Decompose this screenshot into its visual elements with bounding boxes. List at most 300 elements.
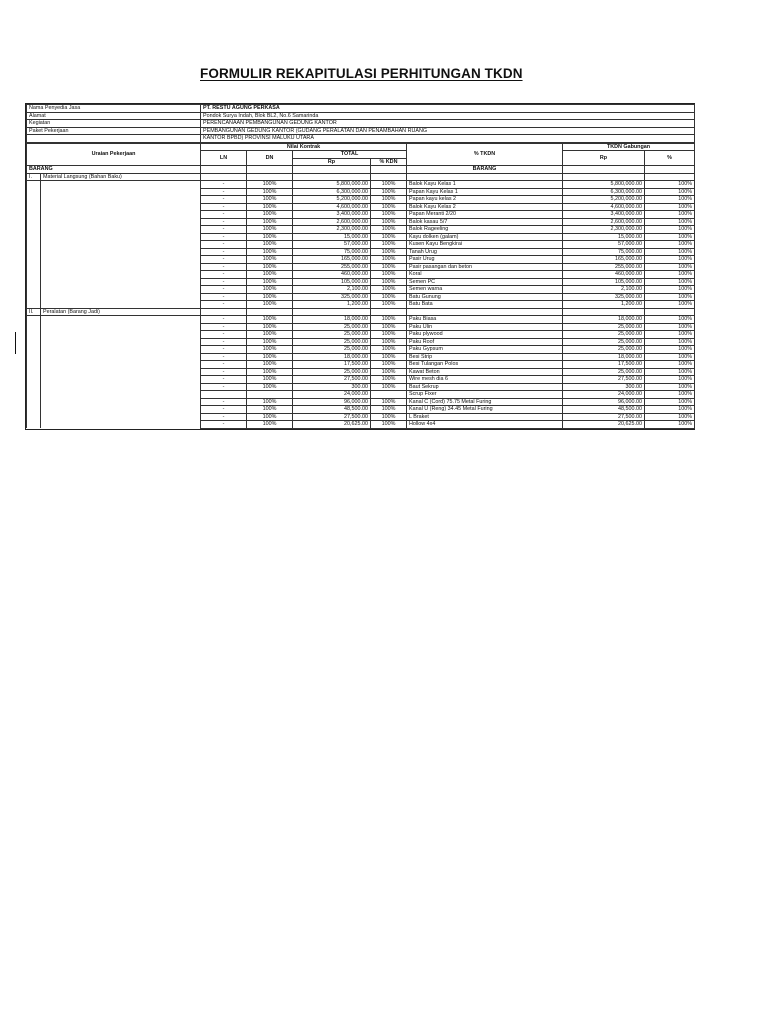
- dn-cell: 100%: [247, 316, 293, 324]
- rp-cell: 25,000.00: [293, 346, 371, 354]
- section-row: [27, 308, 695, 316]
- info-label: Kegiatan: [27, 120, 201, 128]
- ln-cell: -: [201, 233, 247, 241]
- empty-cell: [563, 173, 645, 181]
- header-pct-tkdn: % TKDN: [407, 143, 563, 166]
- dn-cell: 100%: [247, 413, 293, 421]
- tkdn-rp-cell: 57,000.00: [563, 241, 645, 249]
- rp-cell: 25,000.00: [293, 323, 371, 331]
- dn-cell: 100%: [247, 248, 293, 256]
- tkdn-pct-cell: 100%: [645, 391, 695, 399]
- empty-cell: [41, 323, 201, 331]
- kdn-cell: 100%: [371, 271, 407, 279]
- tkdn-pct-cell: 100%: [645, 181, 695, 189]
- item-name-cell: Balok Kayu Kelas 2: [407, 203, 563, 211]
- item-name-cell: Batu Gunung: [407, 293, 563, 301]
- tkdn-pct-cell: 100%: [645, 226, 695, 234]
- table-row: [27, 286, 695, 294]
- ln-cell: -: [201, 361, 247, 369]
- kdn-cell: 100%: [371, 211, 407, 219]
- empty-cell: [41, 353, 201, 361]
- info-table: [26, 104, 695, 143]
- ln-cell: -: [201, 256, 247, 264]
- rp-cell: 25,000.00: [293, 331, 371, 339]
- empty-cell: [41, 286, 201, 294]
- header-pct-kdn: % KDN: [371, 158, 407, 166]
- kdn-cell: 100%: [371, 241, 407, 249]
- empty-cell: [41, 181, 201, 189]
- kdn-cell: 100%: [371, 376, 407, 384]
- dn-cell: 100%: [247, 361, 293, 369]
- tkdn-pct-cell: 100%: [645, 323, 695, 331]
- item-name-cell: Balok kasau 5/7: [407, 218, 563, 226]
- empty-cell: [27, 263, 41, 271]
- item-name-cell: Papan Meranti 2/20: [407, 211, 563, 219]
- info-row: [27, 105, 695, 113]
- empty-cell: [41, 211, 201, 219]
- rp-cell: 1,200.00: [293, 301, 371, 309]
- empty-cell: [27, 196, 41, 204]
- table-row: [27, 398, 695, 406]
- tkdn-pct-cell: 100%: [645, 301, 695, 309]
- item-name-cell: Scrup Fixer: [407, 391, 563, 399]
- tkdn-pct-cell: 100%: [645, 361, 695, 369]
- ln-cell: -: [201, 293, 247, 301]
- empty-cell: [407, 173, 563, 181]
- empty-cell: [41, 301, 201, 309]
- table-row: [27, 413, 695, 421]
- form-title: FORMULIR REKAPITULASI PERHITUNGAN TKDN: [200, 66, 523, 81]
- empty-cell: [27, 323, 41, 331]
- dn-cell: 100%: [247, 188, 293, 196]
- rp-cell: 57,000.00: [293, 241, 371, 249]
- tkdn-rp-cell: 25,000.00: [563, 368, 645, 376]
- dn-cell: 100%: [247, 211, 293, 219]
- tkdn-table: [26, 143, 695, 429]
- table-row: [27, 361, 695, 369]
- recap-sheet: [25, 103, 695, 430]
- rp-cell: 165,000.00: [293, 256, 371, 264]
- table-row: [27, 203, 695, 211]
- kdn-cell: 100%: [371, 263, 407, 271]
- empty-cell: [201, 173, 247, 181]
- tkdn-rp-cell: 255,000.00: [563, 263, 645, 271]
- ln-cell: -: [201, 316, 247, 324]
- tkdn-pct-cell: 100%: [645, 188, 695, 196]
- kdn-cell: 100%: [371, 421, 407, 429]
- tkdn-rp-cell: 15,000.00: [563, 233, 645, 241]
- header-pct: %: [645, 151, 695, 166]
- tkdn-rp-cell: 300.00: [563, 383, 645, 391]
- header-row-1: [27, 143, 695, 151]
- ln-cell: -: [201, 181, 247, 189]
- table-row: [27, 338, 695, 346]
- kdn-cell: 100%: [371, 316, 407, 324]
- empty-cell: [563, 308, 645, 316]
- dn-cell: 100%: [247, 301, 293, 309]
- tkdn-rp-cell: 25,000.00: [563, 323, 645, 331]
- tkdn-rp-cell: 27,500.00: [563, 376, 645, 384]
- table-row: [27, 353, 695, 361]
- empty-cell: [371, 173, 407, 181]
- empty-cell: [41, 241, 201, 249]
- barang-mid-label: BARANG: [407, 166, 563, 174]
- item-name-cell: Tanah Urug: [407, 248, 563, 256]
- tkdn-pct-cell: 100%: [645, 196, 695, 204]
- header-tkdn-gabungan: TKDN Gabungan: [563, 143, 695, 151]
- kdn-cell: 100%: [371, 233, 407, 241]
- empty-cell: [27, 271, 41, 279]
- kdn-cell: 100%: [371, 413, 407, 421]
- table-row: [27, 383, 695, 391]
- kdn-cell: 100%: [371, 346, 407, 354]
- tkdn-rp-cell: 25,000.00: [563, 346, 645, 354]
- tkdn-rp-cell: 25,000.00: [563, 338, 645, 346]
- tkdn-pct-cell: 100%: [645, 211, 695, 219]
- rp-cell: 18,000.00: [293, 353, 371, 361]
- kdn-cell: 100%: [371, 406, 407, 414]
- dn-cell: 100%: [247, 346, 293, 354]
- ln-cell: -: [201, 241, 247, 249]
- empty-cell: [41, 331, 201, 339]
- kdn-cell: 100%: [371, 181, 407, 189]
- ln-cell: -: [201, 278, 247, 286]
- rp-cell: 2,300,000.00: [293, 226, 371, 234]
- rp-cell: 15,000.00: [293, 233, 371, 241]
- empty-cell: [27, 413, 41, 421]
- empty-cell: [27, 391, 41, 399]
- empty-cell: [41, 398, 201, 406]
- empty-cell: [293, 173, 371, 181]
- table-row: [27, 218, 695, 226]
- item-name-cell: Kanal U (Reng) 34.45 Metal Furing: [407, 406, 563, 414]
- tkdn-pct-cell: 100%: [645, 406, 695, 414]
- rp-cell: 27,500.00: [293, 413, 371, 421]
- tkdn-rp-cell: 17,500.00: [563, 361, 645, 369]
- dn-cell: 100%: [247, 263, 293, 271]
- kdn-cell: 100%: [371, 278, 407, 286]
- tkdn-rp-cell: 2,100.00: [563, 286, 645, 294]
- kdn-cell: 100%: [371, 383, 407, 391]
- rp-cell: 20,625.00: [293, 421, 371, 429]
- tkdn-rp-cell: 3,400,000.00: [563, 211, 645, 219]
- rp-cell: 6,300,000.00: [293, 188, 371, 196]
- dn-cell: 100%: [247, 421, 293, 429]
- tkdn-pct-cell: 100%: [645, 346, 695, 354]
- tkdn-pct-cell: 100%: [645, 271, 695, 279]
- ln-cell: -: [201, 271, 247, 279]
- tkdn-rp-cell: 24,000.00: [563, 391, 645, 399]
- dn-cell: 100%: [247, 271, 293, 279]
- table-row: [27, 256, 695, 264]
- empty-cell: [41, 278, 201, 286]
- kdn-cell: 100%: [371, 338, 407, 346]
- header-total: TOTAL: [293, 151, 407, 159]
- tkdn-rp-cell: 20,625.00: [563, 421, 645, 429]
- empty-cell: [27, 421, 41, 429]
- ln-cell: -: [201, 286, 247, 294]
- dn-cell: 100%: [247, 226, 293, 234]
- kdn-cell: 100%: [371, 196, 407, 204]
- empty-cell: [41, 346, 201, 354]
- item-name-cell: Balok Rageeling: [407, 226, 563, 234]
- tkdn-pct-cell: 100%: [645, 331, 695, 339]
- dn-cell: 100%: [247, 203, 293, 211]
- ln-cell: -: [201, 406, 247, 414]
- ln-cell: -: [201, 383, 247, 391]
- table-row: [27, 316, 695, 324]
- rp-cell: 24,000.00: [293, 391, 371, 399]
- tkdn-rp-cell: 25,000.00: [563, 331, 645, 339]
- empty-cell: [27, 181, 41, 189]
- dn-cell: 100%: [247, 241, 293, 249]
- empty-cell: [27, 248, 41, 256]
- empty-cell: [41, 368, 201, 376]
- info-label: Alamat: [27, 112, 201, 120]
- empty-cell: [41, 226, 201, 234]
- empty-cell: [41, 271, 201, 279]
- empty-cell: [27, 331, 41, 339]
- item-name-cell: Paku Ulin: [407, 323, 563, 331]
- dn-cell: 100%: [247, 406, 293, 414]
- tkdn-rp-cell: 105,000.00: [563, 278, 645, 286]
- empty-cell: [247, 308, 293, 316]
- dn-cell: 100%: [247, 368, 293, 376]
- empty-cell: [27, 338, 41, 346]
- tkdn-rp-cell: 18,000.00: [563, 353, 645, 361]
- tkdn-pct-cell: 100%: [645, 218, 695, 226]
- empty-cell: [41, 263, 201, 271]
- kdn-cell: 100%: [371, 286, 407, 294]
- item-name-cell: Koral: [407, 271, 563, 279]
- rp-cell: 460,000.00: [293, 271, 371, 279]
- kdn-cell: 100%: [371, 293, 407, 301]
- empty-cell: [407, 308, 563, 316]
- item-name-cell: Semen PC: [407, 278, 563, 286]
- item-name-cell: Paku plywood: [407, 331, 563, 339]
- tkdn-pct-cell: 100%: [645, 376, 695, 384]
- empty-cell: [201, 308, 247, 316]
- tkdn-pct-cell: 100%: [645, 241, 695, 249]
- empty-cell: [41, 376, 201, 384]
- item-name-cell: Balok Kayu Kelas 1: [407, 181, 563, 189]
- ln-cell: -: [201, 338, 247, 346]
- info-label: Paket Pekerjaan: [27, 127, 201, 135]
- kdn-cell: 100%: [371, 331, 407, 339]
- tkdn-pct-cell: 100%: [645, 233, 695, 241]
- kdn-cell: [371, 391, 407, 399]
- tkdn-pct-cell: 100%: [645, 286, 695, 294]
- item-name-cell: Paku Roof: [407, 338, 563, 346]
- empty-cell: [27, 256, 41, 264]
- empty-cell: [247, 173, 293, 181]
- empty-cell: [27, 346, 41, 354]
- kdn-cell: 100%: [371, 368, 407, 376]
- dn-cell: 100%: [247, 256, 293, 264]
- rp-cell: 96,000.00: [293, 398, 371, 406]
- table-row: [27, 376, 695, 384]
- kdn-cell: 100%: [371, 256, 407, 264]
- ln-cell: -: [201, 196, 247, 204]
- ln-cell: -: [201, 211, 247, 219]
- table-row: [27, 196, 695, 204]
- section-number: I.: [27, 173, 41, 181]
- empty-cell: [27, 203, 41, 211]
- dn-cell: 100%: [247, 278, 293, 286]
- empty-cell: [41, 188, 201, 196]
- table-row: [27, 346, 695, 354]
- dn-cell: 100%: [247, 196, 293, 204]
- table-row: [27, 278, 695, 286]
- tkdn-rp-cell: 460,000.00: [563, 271, 645, 279]
- table-row: [27, 188, 695, 196]
- ln-cell: -: [201, 323, 247, 331]
- table-row: [27, 323, 695, 331]
- header-nilai-kontrak: Nilai Kontrak: [201, 143, 407, 151]
- item-name-cell: Kawat Beton: [407, 368, 563, 376]
- item-name-cell: Besi Strip: [407, 353, 563, 361]
- info-value: PT. RESTU AGUNG PERKASA: [201, 105, 695, 113]
- empty-cell: [41, 218, 201, 226]
- item-name-cell: Kanal C (Cord) 75.75 Metal Furing: [407, 398, 563, 406]
- tkdn-rp-cell: 27,500.00: [563, 413, 645, 421]
- barang-row: [27, 166, 695, 174]
- dn-cell: 100%: [247, 398, 293, 406]
- item-name-cell: Papan Kayu Kelas 1: [407, 188, 563, 196]
- empty-cell: [41, 383, 201, 391]
- kdn-cell: 100%: [371, 301, 407, 309]
- rp-cell: 5,800,000.00: [293, 181, 371, 189]
- empty-cell: [27, 218, 41, 226]
- tkdn-rp-cell: 6,300,000.00: [563, 188, 645, 196]
- dn-cell: 100%: [247, 181, 293, 189]
- table-row: [27, 181, 695, 189]
- tkdn-pct-cell: 100%: [645, 398, 695, 406]
- tkdn-pct-cell: 100%: [645, 338, 695, 346]
- rp-cell: 17,500.00: [293, 361, 371, 369]
- ln-cell: -: [201, 226, 247, 234]
- empty-cell: [41, 421, 201, 429]
- empty-cell: [41, 256, 201, 264]
- rp-cell: 2,100.00: [293, 286, 371, 294]
- section-name: Peralatan (Barang Jadi): [41, 308, 201, 316]
- kdn-cell: 100%: [371, 203, 407, 211]
- empty-cell: [41, 233, 201, 241]
- rp-cell: 25,000.00: [293, 338, 371, 346]
- item-name-cell: Pasir Urug: [407, 256, 563, 264]
- header-dn: DN: [247, 151, 293, 166]
- empty-cell: [27, 233, 41, 241]
- empty-cell: [27, 398, 41, 406]
- empty-cell: [27, 278, 41, 286]
- section-name: Material Langsung (Bahan Baku): [41, 173, 201, 181]
- table-row: [27, 241, 695, 249]
- item-name-cell: Besi Tulangan Polos: [407, 361, 563, 369]
- empty-cell: [27, 241, 41, 249]
- empty-cell: [27, 406, 41, 414]
- info-row: [27, 135, 695, 143]
- kdn-cell: 100%: [371, 226, 407, 234]
- item-name-cell: Batu Bata: [407, 301, 563, 309]
- empty-cell: [41, 391, 201, 399]
- tkdn-pct-cell: 100%: [645, 383, 695, 391]
- rp-cell: 105,000.00: [293, 278, 371, 286]
- table-row: [27, 368, 695, 376]
- empty-cell: [41, 316, 201, 324]
- item-name-cell: Kusen Kayu Bengkirai: [407, 241, 563, 249]
- tkdn-rp-cell: 75,000.00: [563, 248, 645, 256]
- rp-cell: 5,200,000.00: [293, 196, 371, 204]
- empty-cell: [293, 308, 371, 316]
- empty-cell: [645, 308, 695, 316]
- table-row: [27, 293, 695, 301]
- table-row: [27, 301, 695, 309]
- ln-cell: -: [201, 421, 247, 429]
- item-name-cell: Papan kayu kelas 2: [407, 196, 563, 204]
- ln-cell: -: [201, 346, 247, 354]
- tkdn-rp-cell: 96,000.00: [563, 398, 645, 406]
- tkdn-rp-cell: 5,800,000.00: [563, 181, 645, 189]
- item-name-cell: L Braket: [407, 413, 563, 421]
- empty-cell: [645, 173, 695, 181]
- dn-cell: 100%: [247, 353, 293, 361]
- header-ln: LN: [201, 151, 247, 166]
- table-row: [27, 421, 695, 429]
- item-name-cell: Hollow 4x4: [407, 421, 563, 429]
- empty-cell: [27, 361, 41, 369]
- item-name-cell: Kayu dolken (galam): [407, 233, 563, 241]
- empty-cell: [41, 293, 201, 301]
- tkdn-rp-cell: 2,300,000.00: [563, 226, 645, 234]
- table-row: [27, 226, 695, 234]
- ln-cell: -: [201, 353, 247, 361]
- tkdn-rp-cell: 1,200.00: [563, 301, 645, 309]
- empty-cell: [41, 203, 201, 211]
- empty-cell: [27, 316, 41, 324]
- item-name-cell: Semen warna: [407, 286, 563, 294]
- ln-cell: -: [201, 188, 247, 196]
- kdn-cell: 100%: [371, 218, 407, 226]
- table-row: [27, 331, 695, 339]
- tkdn-rp-cell: 18,000.00: [563, 316, 645, 324]
- table-row: [27, 391, 695, 399]
- empty-cell: [27, 211, 41, 219]
- ln-cell: -: [201, 203, 247, 211]
- info-value: PERENCANAAN PEMBANGUNAN GEDUNG KANTOR: [201, 120, 695, 128]
- header-uraian: Uraian Pekerjaan: [27, 143, 201, 166]
- empty-cell: [27, 368, 41, 376]
- empty-cell: [27, 286, 41, 294]
- ln-cell: -: [201, 218, 247, 226]
- table-row: [27, 263, 695, 271]
- item-name-cell: Wire mesh dia 6: [407, 376, 563, 384]
- dn-cell: 100%: [247, 233, 293, 241]
- empty-cell: [27, 301, 41, 309]
- tkdn-rp-cell: 2,600,000.00: [563, 218, 645, 226]
- tkdn-pct-cell: 100%: [645, 316, 695, 324]
- ln-cell: -: [201, 413, 247, 421]
- section-number: II.: [27, 308, 41, 316]
- empty-cell: [41, 248, 201, 256]
- tkdn-rp-cell: 5,200,000.00: [563, 196, 645, 204]
- empty-cell: [41, 413, 201, 421]
- tkdn-pct-cell: 100%: [645, 293, 695, 301]
- tkdn-rp-cell: 4,600,000.00: [563, 203, 645, 211]
- header-rp: Rp: [293, 158, 371, 166]
- item-name-cell: Baut Sekrup: [407, 383, 563, 391]
- tkdn-pct-cell: 100%: [645, 256, 695, 264]
- margin-mark: [15, 332, 16, 354]
